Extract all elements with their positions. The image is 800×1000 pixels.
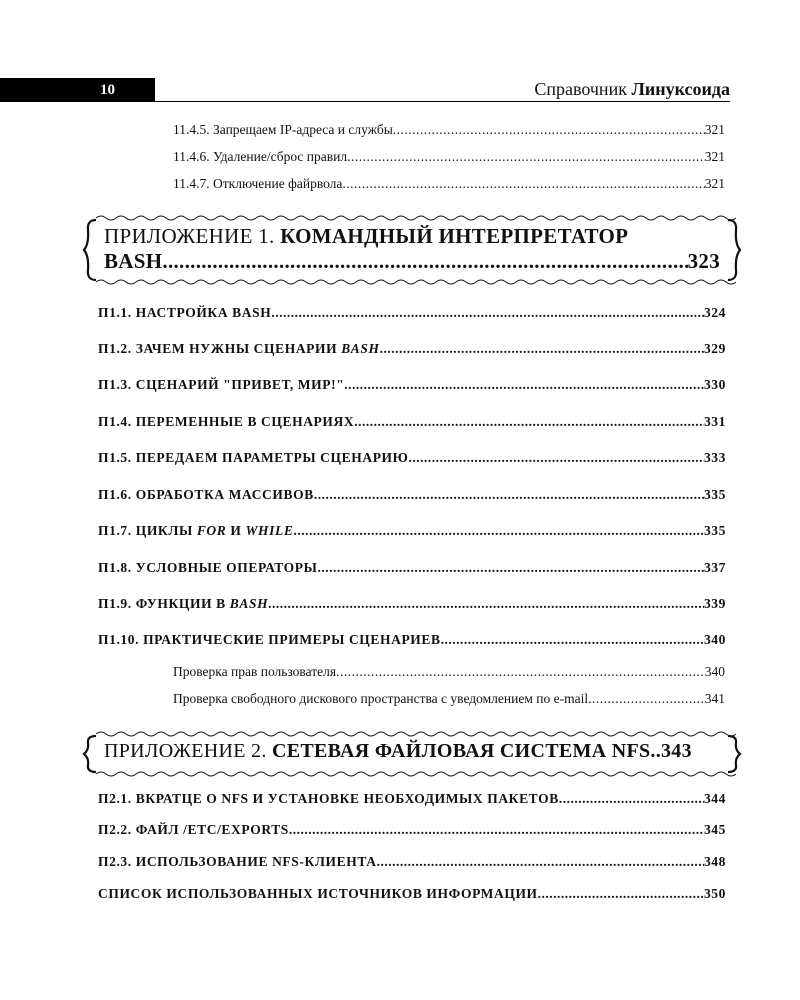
toc-entry-page: 341	[704, 691, 725, 706]
page-number: 10	[0, 78, 155, 102]
toc-section-page: 339	[703, 596, 726, 611]
appendix-1-line1	[104, 224, 720, 249]
dot-leader	[268, 596, 704, 612]
right-brace-icon	[726, 218, 742, 282]
header-rule	[155, 101, 730, 102]
toc-section-page: 331	[703, 414, 726, 429]
dot-leader	[377, 854, 704, 870]
toc-section-label: П1.3. СЦЕНАРИЙ "ПРИВЕТ, МИР!"	[98, 377, 345, 392]
left-brace-icon	[82, 734, 98, 774]
toc-section-label: П2.1. ВКРАТЦЕ О NFS И УСТАНОВКЕ НЕОБХОДИМЫХ ПАКЕТОВ	[98, 791, 559, 806]
toc-section[interactable]	[98, 414, 726, 430]
dot-leader	[354, 414, 704, 430]
appendix-1-prefix: ПРИЛОЖЕНИЕ 1.	[104, 224, 275, 248]
toc-section-label: П1.2. ЗАЧЕМ НУЖНЫ СЦЕНАРИИ BASH	[98, 341, 380, 356]
toc-section-label: П1.4. ПЕРЕМЕННЫЕ В СЦЕНАРИЯХ	[98, 414, 355, 429]
toc-section-page: 345	[703, 822, 726, 837]
dot-leader	[588, 691, 705, 707]
toc-entry-page: 340	[704, 664, 725, 679]
toc-section[interactable]	[98, 450, 726, 466]
dot-leader	[289, 822, 704, 838]
toc-section[interactable]	[98, 886, 726, 902]
appendix-1-title-line2: BASH	[104, 249, 163, 273]
toc-section-label: П1.8. УСЛОВНЫЕ ОПЕРАТОРЫ	[98, 560, 318, 575]
dot-leader	[162, 249, 687, 274]
toc-section-label: П2.3. ИСПОЛЬЗОВАНИЕ NFS-КЛИЕНТА	[98, 854, 377, 869]
appendix-2-heading[interactable]	[82, 734, 742, 774]
dot-leader	[293, 523, 703, 539]
toc-section-page: 330	[703, 377, 726, 392]
toc-section-label: П1.6. ОБРАБОТКА МАССИВОВ	[98, 487, 314, 502]
toc-section-label: СПИСОК ИСПОЛЬЗОВАННЫХ ИСТОЧНИКОВ ИНФОРМАЦИИ	[98, 886, 538, 901]
dot-leader	[393, 122, 705, 138]
toc-section[interactable]	[98, 791, 726, 807]
toc-section[interactable]	[98, 487, 726, 503]
running-title	[534, 79, 730, 100]
toc-section[interactable]	[98, 632, 726, 648]
toc-section[interactable]	[98, 822, 726, 838]
running-title-bold: Линуксоида	[631, 79, 730, 99]
appendix-2-page: 343	[661, 740, 692, 762]
dot-leader	[342, 176, 704, 192]
dot-leader	[380, 341, 704, 357]
toc-section-page: 337	[703, 560, 726, 575]
toc-section-label: П2.2. ФАЙЛ /ETC/EXPORTS	[98, 822, 289, 837]
toc-entry[interactable]	[173, 691, 725, 707]
dot-leader	[559, 791, 704, 807]
wavy-rule-bottom	[96, 770, 736, 778]
toc-section[interactable]	[98, 523, 726, 539]
toc-section-label: П1.9. ФУНКЦИИ В BASH	[98, 596, 269, 611]
toc-entry-label: 11.4.6. Удаление/сброс правил	[173, 149, 348, 164]
dot-leader	[317, 560, 703, 576]
toc-section[interactable]	[98, 560, 726, 576]
page-header	[0, 78, 800, 104]
toc-entry-page: 321	[704, 149, 725, 164]
appendix-1-title-line1: КОМАНДНЫЙ ИНТЕРПРЕТАТОР	[280, 224, 629, 248]
toc-section-page: 348	[703, 854, 726, 869]
toc-entry-label: 11.4.5. Запрещаем IP-адреса и службы	[173, 122, 393, 137]
toc-section-page: 344	[703, 791, 726, 806]
toc-section-label: П1.5. ПЕРЕДАЕМ ПАРАМЕТРЫ СЦЕНАРИЮ	[98, 450, 409, 465]
running-title-prefix: Справочник	[534, 79, 627, 99]
toc-section-page: 350	[703, 886, 726, 901]
toc-section-page: 333	[703, 450, 726, 465]
toc-entry-label: 11.4.7. Отключение файрвола	[173, 176, 343, 191]
toc-entry[interactable]	[173, 664, 725, 680]
toc-section-label: П1.7. ЦИКЛЫ FOR И WHILE	[98, 523, 294, 538]
appendix-1-title	[104, 224, 720, 274]
dot-leader	[538, 886, 704, 902]
toc-section-page: 340	[703, 632, 726, 647]
toc-section-page: 335	[703, 487, 726, 502]
wavy-rule-top	[96, 730, 736, 738]
toc-entry-label: Проверка прав пользователя	[173, 664, 337, 679]
dot-leader	[347, 149, 705, 165]
left-brace-icon	[82, 218, 98, 282]
wavy-rule-top	[96, 214, 736, 222]
toc-section-page: 324	[703, 305, 726, 320]
appendix-1-page: 323	[687, 249, 720, 273]
toc-section[interactable]	[98, 341, 726, 357]
right-brace-icon	[726, 734, 742, 774]
appendix-2-title	[104, 740, 720, 763]
dot-leader: ..	[650, 740, 661, 762]
toc-entry[interactable]	[173, 176, 725, 192]
toc-entry-page: 321	[704, 122, 725, 137]
toc-section[interactable]	[98, 854, 726, 870]
toc-section[interactable]	[98, 596, 726, 612]
dot-leader	[336, 664, 705, 680]
toc-entry-page: 321	[704, 176, 725, 191]
toc-entry[interactable]	[173, 122, 725, 138]
toc-section-page: 329	[703, 341, 726, 356]
appendix-2-prefix: ПРИЛОЖЕНИЕ 2.	[104, 740, 267, 762]
dot-leader	[271, 305, 704, 321]
appendix-2-title-text: СЕТЕВАЯ ФАЙЛОВАЯ СИСТЕМА NFS	[271, 740, 651, 762]
toc-section-label: П1.10. ПРАКТИЧЕСКИЕ ПРИМЕРЫ СЦЕНАРИЕВ	[98, 632, 441, 647]
toc-section-page: 335	[703, 523, 726, 538]
toc-section[interactable]	[98, 305, 726, 321]
wavy-rule-bottom	[96, 278, 736, 286]
dot-leader	[314, 487, 704, 503]
toc-entry[interactable]	[173, 149, 725, 165]
toc-section-label: П1.1. НАСТРОЙКА BASH	[98, 305, 272, 320]
dot-leader	[441, 632, 704, 648]
toc-section[interactable]	[98, 377, 726, 393]
appendix-1-line2	[104, 249, 720, 274]
appendix-1-heading[interactable]	[82, 218, 742, 282]
dot-leader	[344, 377, 704, 393]
toc-entry-label: Проверка свободного дискового пространства с уведомлением по e-mail	[173, 691, 589, 706]
dot-leader	[408, 450, 703, 466]
